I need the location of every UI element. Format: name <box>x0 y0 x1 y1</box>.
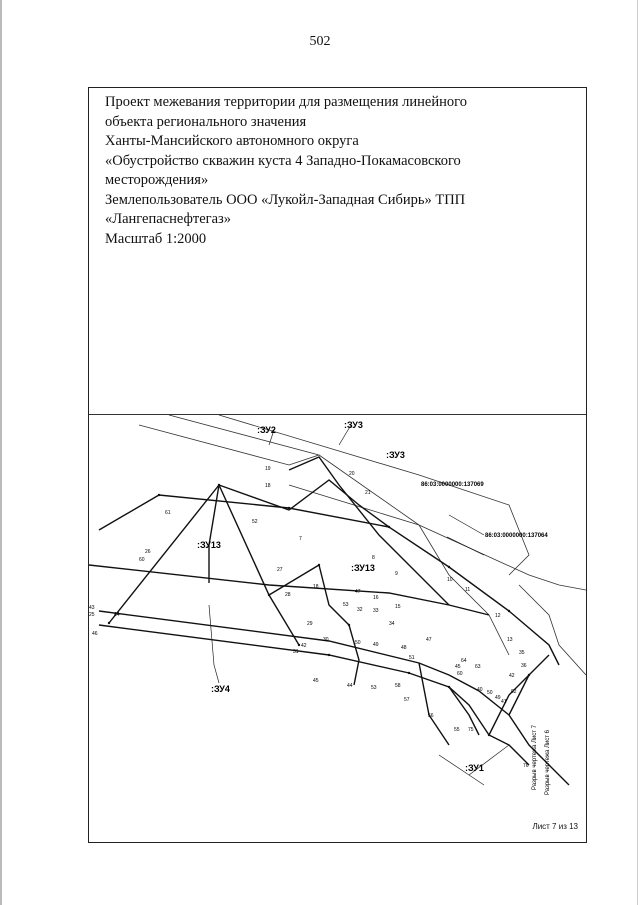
title-line-7: «Лангепаснефтегаз» <box>105 211 232 227</box>
cadastral-number-137069: 86:03:0000000:137069 <box>421 482 484 488</box>
point-number: 47 <box>426 637 432 643</box>
point-number: 33 <box>373 608 379 614</box>
cadastral-number-137064: 86:03:0000000:137064 <box>485 533 548 539</box>
point-number: 31 <box>293 649 299 655</box>
title-line-1: Проект межевания территории для размещения линейного <box>105 94 467 110</box>
point-number: 18 <box>265 483 271 489</box>
point-number: 60 <box>457 671 463 677</box>
parcel-label-zu3-top: :ЗУ3 <box>344 420 363 430</box>
point-number: 12 <box>495 613 501 619</box>
point-number: 75 <box>468 727 474 733</box>
point-number: 16 <box>373 595 379 601</box>
point-number: 53 <box>371 685 377 691</box>
point-number: 8 <box>372 555 375 561</box>
point-number: 47 <box>355 589 361 595</box>
point-number: 7 <box>299 536 302 542</box>
survey-map <box>89 414 586 805</box>
title-block <box>105 93 565 249</box>
point-number: 53 <box>343 602 349 608</box>
page-number: 502 <box>309 34 331 49</box>
point-number: 27 <box>277 567 283 573</box>
point-number: 11 <box>465 587 471 593</box>
parcel-label-zu13-center: :ЗУ13 <box>351 563 375 573</box>
parcel-boundary-lines <box>89 457 569 785</box>
sheet-number-label: Лист 7 из 13 <box>532 822 578 831</box>
point-number: 20 <box>349 471 355 477</box>
point-number: 46 <box>92 631 98 637</box>
point-number: 32 <box>357 607 363 613</box>
title-line-6: Землепользователь ООО «Лукойл-Западная Сибирь» ТПП <box>105 191 466 208</box>
title-line-4: «Обустройство скважин куста 4 Западно-Покамасовского <box>105 152 461 169</box>
point-number: 44 <box>347 683 353 689</box>
point-number: 60 <box>139 557 145 563</box>
point-number: 76 <box>523 763 529 769</box>
point-number: 34 <box>389 621 395 627</box>
point-number: 29 <box>307 621 313 627</box>
point-number: 62 <box>511 689 517 695</box>
point-number: 9 <box>395 571 398 577</box>
scan-edge-right <box>637 0 638 905</box>
point-number: 35 <box>519 650 525 656</box>
point-number: 21 <box>365 490 371 496</box>
point-number: 10 <box>447 577 453 583</box>
point-number: 61 <box>165 510 171 516</box>
break-label-sheet6: Разрыв чертежа Лист 6 <box>545 729 551 795</box>
point-number: 51 <box>409 655 415 661</box>
point-number: 48 <box>401 645 407 651</box>
point-number: 57 <box>404 697 410 703</box>
point-number: 58 <box>395 683 401 689</box>
point-number: 52 <box>252 519 258 525</box>
title-line-5: месторождения» <box>105 172 209 188</box>
point-number: 45 <box>455 664 461 670</box>
point-number: 49 <box>495 695 501 701</box>
leader-lines <box>209 425 509 785</box>
point-number: 19 <box>265 466 271 472</box>
point-number: 42 <box>509 673 515 679</box>
point-number: 50 <box>487 690 493 696</box>
title-line-3: Ханты-Мансийского автономного округа <box>105 133 359 149</box>
point-number: 36 <box>521 663 527 669</box>
parcel-label-zu2: :ЗУ2 <box>257 425 276 435</box>
point-number: 64 <box>461 658 467 664</box>
break-label-sheet7: Разрыв чертежа Лист 7 <box>532 724 538 790</box>
point-number: 28 <box>285 592 291 598</box>
point-number: 25 <box>89 612 95 618</box>
parcel-label-zu3: :ЗУ3 <box>386 450 405 460</box>
point-number: 63 <box>475 664 481 670</box>
parcel-label-zu4: :ЗУ4 <box>211 684 230 694</box>
point-number: 55 <box>454 727 460 733</box>
point-number: 42 <box>301 643 307 649</box>
point-number: 64 <box>114 612 120 618</box>
point-number: 56 <box>428 713 434 719</box>
parcel-label-zu1: :ЗУ1 <box>465 763 484 773</box>
point-number: 45 <box>313 678 319 684</box>
point-number: 13 <box>507 637 513 643</box>
point-number: 15 <box>395 604 401 610</box>
title-line-2: объекта регионального значения <box>105 113 307 130</box>
point-number: 49 <box>373 642 379 648</box>
scale-label: Масштаб 1:2000 <box>105 230 207 247</box>
point-number: 50 <box>355 640 361 646</box>
parcel-label-zu13-left: :ЗУ13 <box>197 540 221 550</box>
point-number: 18 <box>313 584 319 590</box>
point-number: 40 <box>477 687 483 693</box>
scan-edge-left <box>0 0 2 905</box>
point-number: 43 <box>89 605 95 611</box>
point-number: 41 <box>501 699 507 705</box>
point-number: 30 <box>323 637 329 643</box>
point-number: 26 <box>145 549 151 555</box>
